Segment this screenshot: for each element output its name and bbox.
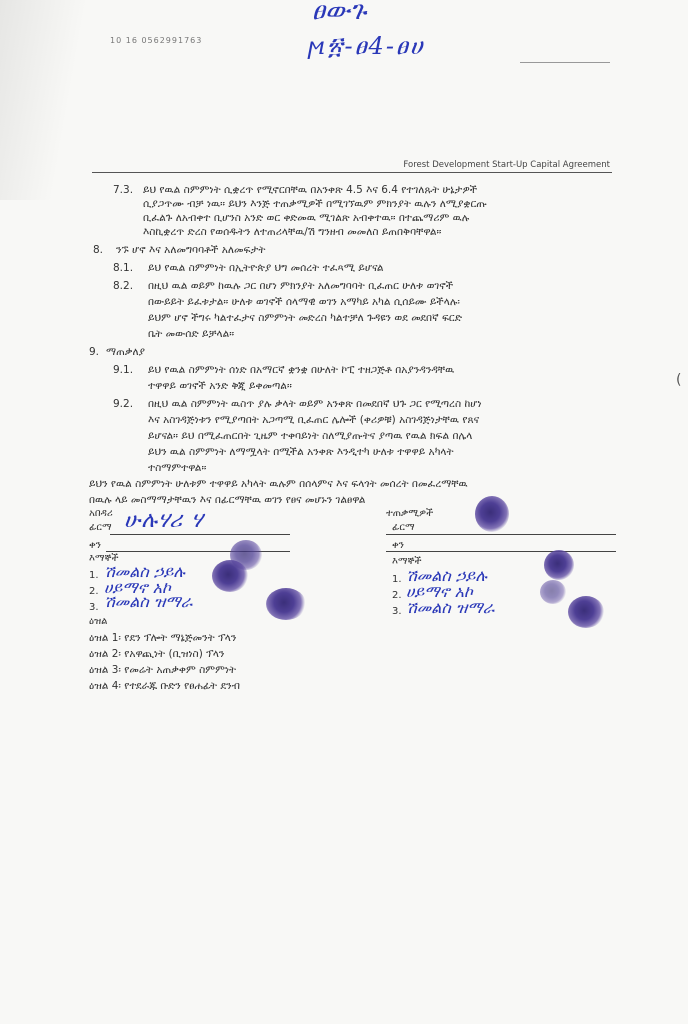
section-heading: ማጠቃለያ (106, 346, 146, 358)
witness-name: ሽመልስ ዝማራ (104, 592, 193, 611)
section-line: እና አስገዳጅነቱን የሚያጣበት አጋጣሚ ቢፈጠር ሌሎች (ቀሪዎቹ) አስገዳጅነታቸዉ የጸና (148, 414, 480, 426)
document-title: Forest Development Start-Up Capital Agreement (403, 160, 610, 170)
section-line: በውይይት ይፈቱታል። ሁለቱ ወገኖች ሰላማዊ ወገን አማካይ አካል ሲሰይሙ ይችላሉ፡ (148, 296, 460, 308)
signature-rule (110, 534, 290, 535)
witness-name: ሽመልስ ኃይሉ (104, 562, 185, 581)
attachment-item: ዕዝል 2፡ የአዋጪነት (ቢዝነስ) ፕላን (89, 648, 225, 660)
witness-name: ሽመልስ ዝማራ (406, 598, 495, 617)
witness-number: 3. (89, 602, 99, 613)
witness-name: ሽመልስ ኃይሉ (406, 566, 487, 585)
section-line: ሲያጋጥሙ ብቻ ነዉ። ይህን እንጅ ተጠቃሚዎች በሚገኘዉም ምክንያት ዉሉን ለሚያቋርጡ (143, 198, 487, 210)
section-number: 9.2. (113, 398, 134, 410)
handwritten-annotation-1: ፀውጉ (312, 0, 367, 26)
scan-shadow (0, 0, 90, 200)
beneficiaries-title: ተጠቃሚዎች (386, 508, 434, 519)
section-line: ተዋዋይ ወገኖች አንድ ቅጂ ይቀመጣል። (148, 380, 292, 392)
lender-witnesses-label: እማኞች (89, 553, 119, 564)
section-line: ይህም ሆኖ ችግሩ ካልተፈታና ስምምነት መድረስ ካልተቻለ ጉዳዩን ወደ መደበኛ ፍርድ (148, 312, 462, 324)
section-line: ይህ የዉል ስምምነት በኢትዮጵያ ህግ መሰረት ተፈጻሚ ይሆናል (148, 262, 384, 274)
fingerprint-stamp (475, 496, 509, 532)
section-line: ይህ የዉል ስምምነት ሰነድ በአማርኛ ቋንቋ በሁለት ኮፒ ተዘጋጅቶ በአያንዳንዳቸዉ (148, 364, 455, 376)
attachments-label: ዕዝል (89, 616, 108, 627)
beneficiaries-date-label: ቀን (392, 540, 404, 551)
witness-number: 1. (392, 574, 402, 585)
margin-mark: ( (676, 372, 682, 388)
date-rule (386, 551, 616, 552)
section-line: ይህን ዉል ስምምነት ለማሟላት በሚችል አንቀጽ እንዲተካ ሁለቱ ተዋዋይ አካላት (148, 446, 454, 458)
beneficiaries-signature-label: ፊርማ (392, 522, 415, 533)
top-rule (520, 62, 610, 63)
section-line: ተስማምተዋል። (148, 462, 207, 474)
fingerprint-stamp (568, 596, 604, 628)
date-rule (106, 551, 290, 552)
witness-number: 3. (392, 606, 402, 617)
attachment-item: ዕዝል 1፡ የደን ፕሎት ማኔጅመንት ፕላን (89, 632, 237, 644)
witness-name: ሀይማኖ አኮ (104, 578, 171, 597)
section-line: ቤት መውሰድ ይቻላል። (148, 328, 235, 340)
fingerprint-stamp (212, 560, 248, 592)
section-line: በዚህ ዉል ወይም ከዉሉ ጋር በሆነ ምክንያት አለመግባባት ቢፈጠር ሁለቱ ወገኖች (148, 280, 454, 292)
section-line: በዚህ ዉል ስምምነት ዉስጥ ያሉ ቃላት ወይም አንቀጽ በመደበኛ ህጉ ጋር የሚጣረስ ከሆነ (148, 398, 482, 410)
section-line: ይህ የዉል ስምምነት ሲቋረጥ የሚኖርበቸዉ በአንቀጽ 4.5 እና 6.4 የተገለጹት ሁኔታዎች (143, 184, 478, 196)
handwritten-annotation-2: ϻ፳-ፀ4-ፀሀ (308, 32, 425, 60)
section-heading: ንኙ ሆኖ እና አለመግባባቶች አለመፍታት (116, 244, 266, 256)
section-line: እስኪቋረጥ ድረስ የወሰዱትን ለተጠሪላቸዉ/ሽ ግንዘብ መመለስ ይጠበቅባቸዋል። (143, 226, 442, 238)
attachment-item: ዕዝል 3፡ የመሬት አጠቃቀም ስምምነት (89, 664, 237, 676)
witness-number: 2. (89, 586, 99, 597)
fingerprint-stamp (540, 580, 566, 604)
section-number: 9.1. (113, 364, 134, 376)
witness-number: 2. (392, 590, 402, 601)
section-number: 9. (89, 346, 100, 358)
lender-signature-label: ፊርማ (89, 522, 112, 533)
reference-number: 10 16 0562991763 (110, 36, 203, 45)
lender-title: አበዳሪ (89, 508, 113, 519)
section-line: ቢፈልጉ ለአብቀተ ቢሆንስ አንድ ወር ቀድመዉ ሚገልጽ አብቀተዉ። በተጨማሪም ዉሉ (143, 212, 470, 224)
witness-number: 1. (89, 570, 99, 581)
section-number: 8.1. (113, 262, 134, 274)
header-rule (92, 172, 612, 173)
lender-signature: ሁሉሃሪ ሃ (124, 508, 204, 533)
attachment-item: ዕዝል 4፡ የተደራጁ ቡድን የፀሐፊት ደንብ (89, 680, 240, 692)
signature-rule (386, 534, 616, 535)
witness-name: ሀይማኖ አኮ (406, 582, 473, 601)
closing-line: ይህን የዉል ስምምነት ሁለቱም ተዋዋይ አካላት ዉሉም በሰላምና እና ፍላጎት መሰረት በመፈረማቸዉ (89, 478, 468, 490)
fingerprint-stamp (266, 588, 306, 620)
section-number: 8.2. (113, 280, 134, 292)
section-number: 8. (93, 244, 104, 256)
fingerprint-stamp (544, 550, 574, 580)
lender-date-label: ቀን (89, 540, 101, 551)
closing-line: በዉሉ ላይ መስማማታቸዉን እና በፊርማቸዉ ወገን የፀና መሆኑን ገልፀዋል (89, 494, 366, 506)
beneficiaries-witnesses-label: እማኞች (392, 556, 422, 567)
section-line: ይሆናል። ይህ በሚፈጠርበት ጊዜም ተቀባይነት ስለሚያጡትና ያጣዉ የዉል ክፍል በሌላ (148, 430, 473, 442)
section-number: 7.3. (113, 184, 134, 196)
